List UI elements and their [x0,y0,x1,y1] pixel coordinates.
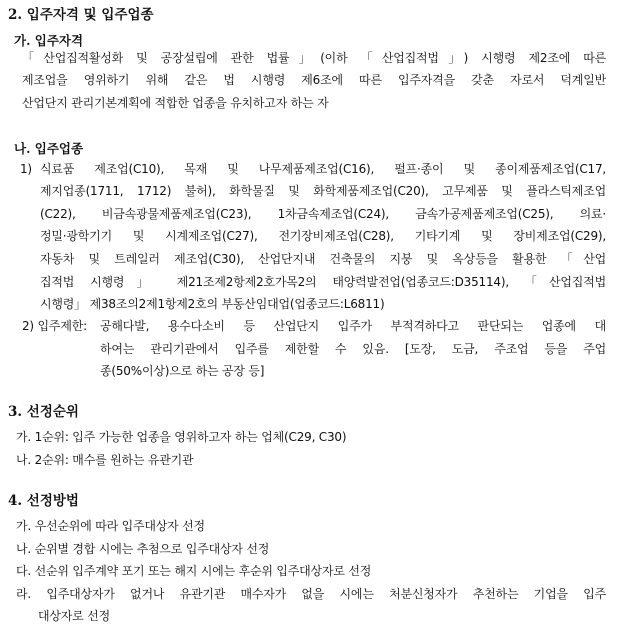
section-4-heading: 4. 선정방법 [8,493,79,509]
item-1-number: 1) [20,162,32,176]
subsection-2a-line-3: 산업단지 관리기본계획에 적합한 업종을 유치하고자 하는 자 [22,96,329,110]
section-4-item-3: 다. 선순위 입주계약 포기 또는 해지 시에는 후순위 입주대상자로 선정 [16,564,372,578]
item-2-label: 2) 입주제한: [22,319,87,333]
item-2-line-3: 종(50%이상)으로 하는 공장 등] [100,364,265,378]
section-3-heading: 3. 선정순위 [8,404,79,420]
item-1-line-1: 식료품 제조업(C10), 목재 및 나무제품제조업(C16), 펄프·종이 및 종이제품제조업(C17, [40,162,606,176]
section-3-item-1: 가. 1순위: 입주 가능한 업종을 영위하고자 하는 업체(C29, C30) [16,430,347,444]
subsection-2a-heading: 가. 입주자격 [14,33,84,48]
section-4-item-2: 나. 순위별 경합 시에는 추첨으로 입주대상자 선정 [16,542,270,556]
item-1-line-3: (C22), 비금속광물제품제조업(C23), 1차금속제조업(C24), 금속가공제품제조업(C25), 의료· [40,207,606,221]
section-4-item-4-line-2: 대상자로 선정 [38,609,110,623]
section-4-item-4-line-1: 라. 입주대상자가 없거나 유관기관 매수자가 없을 시에는 처분신청자가 추천하는 기업을 입주 [16,587,606,601]
item-2-line-2: 하여는 관리기관에서 입주를 제한할 수 있음. [도장, 도금, 주조업 등을 주업 [100,342,606,356]
subsection-2a-line-2: 제조업을 영위하기 위해 같은 법 시행령 제6조에 따른 입주자격을 갖춘 자로서 덕계일반 [22,73,606,87]
item-2-line-1: 공해다발, 용수다소비 등 산업단지 입주가 부적격하다고 판단되는 업종에 대 [100,319,606,333]
item-1-line-5: 자동차 및 트레일러 제조업(C30), 산업단지내 건축물의 지붕 및 옥상등을 활용한 「산업 [40,252,606,266]
subsection-2a-line-1: 「산업집적활성화 및 공장설립에 관한 법률」(이하 「산업집적법」) 시행령 제2조에 따른 [22,51,606,65]
section-3-item-2: 나. 2순위: 매수를 원하는 유관기관 [16,453,194,467]
item-1-line-6: 집적법 시행령」 제21조제2항제2호가목2의 태양력발전업(업종코드:D35114), 「산업집적법 [40,275,606,289]
item-1-line-4: 정밀·광학기기 및 시계제조업(C27), 전기장비제조업(C28), 기타기계 및 장비제조업(C29), [40,229,606,243]
item-1-line-7: 시행령」 제38조의2제1항제2호의 부동산임대업(업종코드:L6811) [40,297,385,311]
subsection-2b-heading: 나. 입주업종 [14,141,84,156]
item-1-line-2: 제지업종(1711, 1712) 불허), 화학물질 및 화학제품제조업(C20), 고무제품 및 플라스틱제조업 [40,184,606,198]
section-4-item-1: 가. 우선순위에 따라 입주대상자 선정 [16,519,205,533]
section-2-heading: 2. 입주자격 및 입주업종 [8,7,154,23]
